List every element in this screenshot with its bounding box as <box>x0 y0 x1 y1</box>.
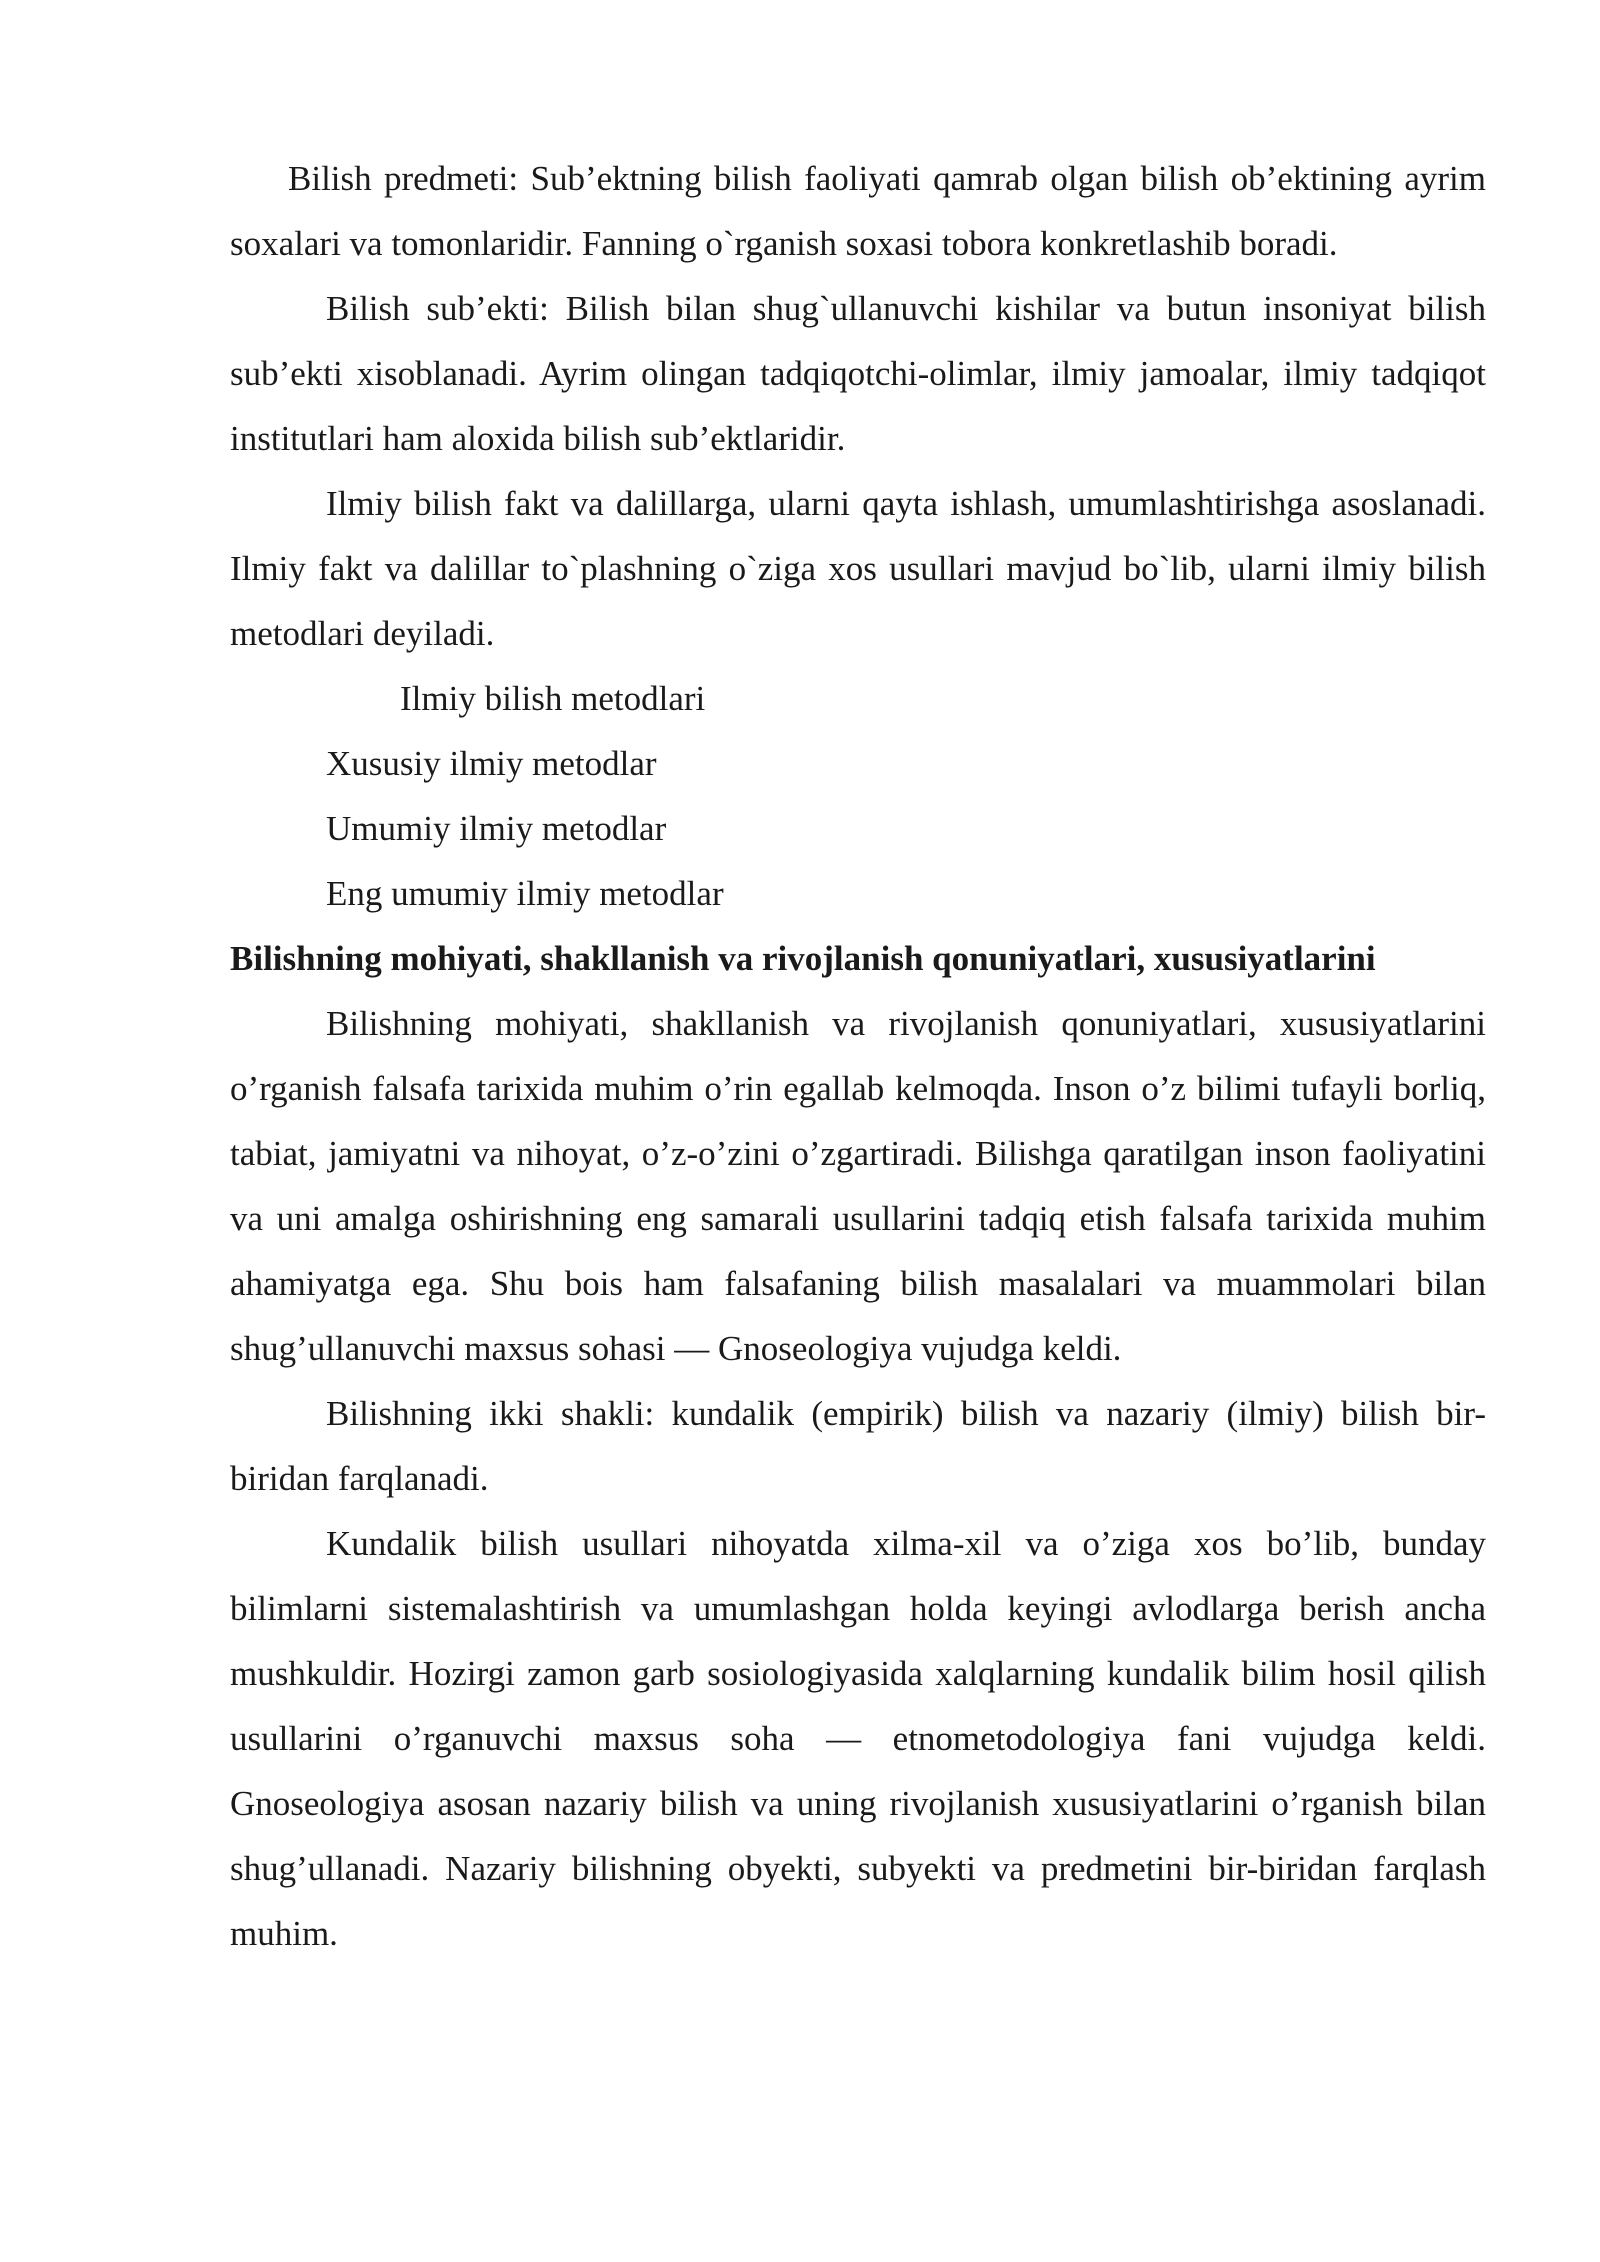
paragraph-kundalik-bilish: Kundalik bilish usullari nihoyatda xilma-xil va o’ziga xos bo’lib, bunday bilimlarni sistemalashtirish va umumlashgan holda keyingi avlodlarga berish ancha mushkuldir. Hozirgi zamon garb sosiologiyasida xalqlarning kundalik bilim hosil qilish usullarini o’rganuvchi maxsus soha — etnometodologiya fani vujudga keldi. Gnoseologiya asosan nazariy bilish va uning rivojlanish xususiyatlarini o’rganish bilan shug’ullanadi. Nazariy bilishning obyekti, subyekti va predmetini bir-biridan farqlash muhim. <box>230 1524 1486 1953</box>
methods-list-item: Umumiy ilmiy metodlar <box>326 809 667 848</box>
document-page <box>230 146 1486 1966</box>
methods-list-item: Eng umumiy ilmiy metodlar <box>326 874 724 913</box>
methods-list-title: Ilmiy bilish metodlari <box>400 679 706 718</box>
paragraph-bilish-subekti: Bilish sub’ekti: Bilish bilan shug`ullanuvchi kishilar va butun insoniyat bilish sub’ekti xisoblanadi. Ayrim olingan tadqiqotchi-olimlar, ilmiy jamoalar, ilmiy tadqiqot institutlari ham aloxida bilish sub’ektlaridir. <box>230 289 1486 458</box>
paragraph-bilish-predmeti: Bilish predmeti: Sub’ektning bilish faoliyati qamrab olgan bilish ob’ektining ayrim soxalari va tomonlaridir. Fanning o`rganish soxasi tobora konkretlashib boradi. <box>230 159 1486 263</box>
paragraph-ilmiy-bilish: Ilmiy bilish fakt va dalillarga, ularni qayta ishlash, umumlashtirishga asoslanadi. Ilmiy fakt va dalillar to`plashning o`ziga xos usullari mavjud bo`lib, ularni ilmiy bilish metodlari deyiladi. <box>230 484 1486 653</box>
methods-list-item: Xususiy ilmiy metodlar <box>326 744 657 783</box>
paragraph-bilish-shakllari: Bilishning ikki shakli: kundalik (empirik) bilish va nazariy (ilmiy) bilish bir-biridan farqlanadi. <box>230 1394 1486 1498</box>
section-heading: Bilishning mohiyati, shakllanish va rivojlanish qonuniyatlari, xususiyatlarini <box>230 939 1376 978</box>
paragraph-bilish-mohiyati: Bilishning mohiyati, shakllanish va rivojlanish qonuniyatlari, xususiyatlarini o’rganish falsafa tarixida muhim o’rin egallab kelmoqda. Inson o’z bilimi tufayli borliq, tabiat, jamiyatni va nihoyat, o’z-o’zini o’zgartiradi. Bilishga qaratilgan inson faoliyatini va uni amalga oshirishning eng samarali usullarini tadqiq etish falsafa tarixida muhim ahamiyatga ega. Shu bois ham falsafaning bilish masalalari va muammolari bilan shug’ullanuvchi maxsus sohasi — Gnoseologiya vujudga keldi. <box>230 1004 1486 1368</box>
